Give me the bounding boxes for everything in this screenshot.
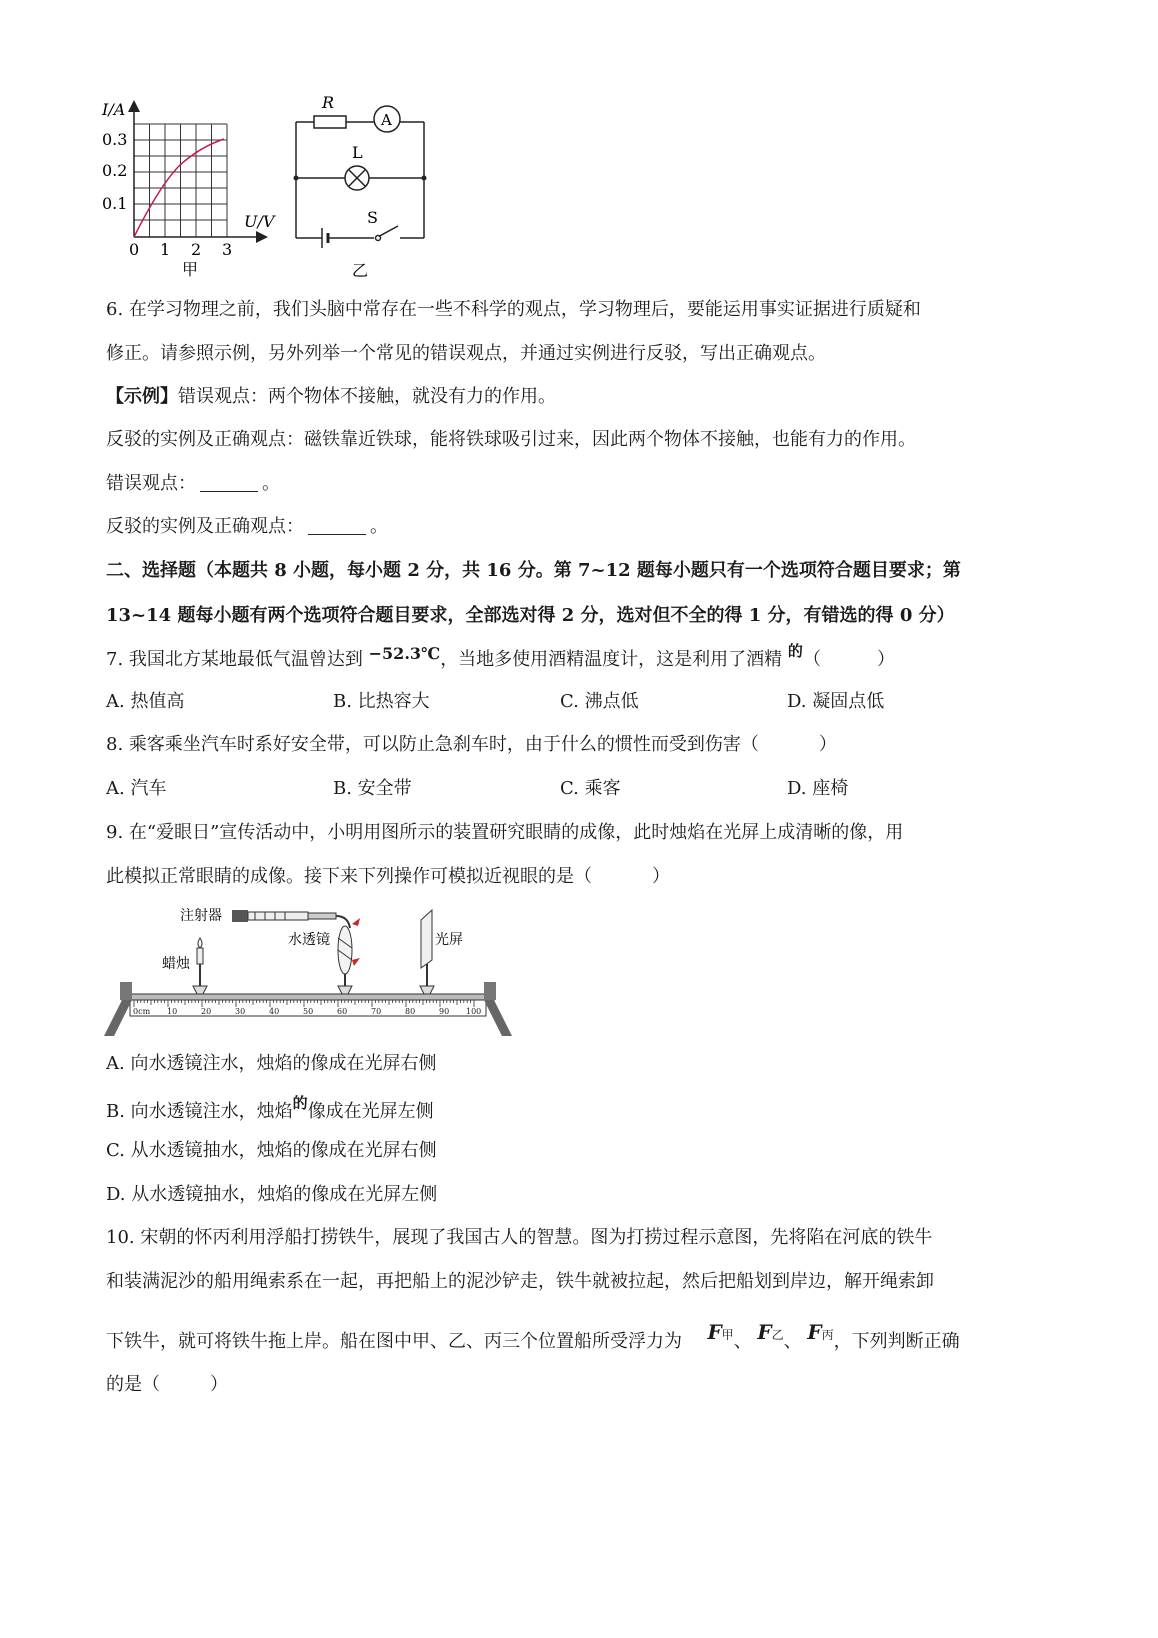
q10-line1: 10. 宋朝的怀丙利用浮船打捞铁牛，展现了我国古人的智慧。图为打捞过程示意图，先将陷在河底的铁牛 bbox=[106, 1227, 933, 1248]
q7-stem-b: ，当地多使用酒精温度计，这是利用了酒精 bbox=[440, 649, 783, 670]
q10-f2-sub: 乙 bbox=[771, 1328, 784, 1342]
water-lens-label: 水透镜 bbox=[288, 932, 330, 948]
q7-de: 的 bbox=[787, 642, 803, 660]
q7-temp: −52.3℃ bbox=[368, 644, 441, 663]
graph-jia bbox=[100, 95, 285, 285]
q7-option-a[interactable]: A. 热值高 bbox=[106, 691, 185, 712]
q9-option-b[interactable] bbox=[106, 1094, 434, 1125]
q10-line2: 和装满泥沙的船用绳索系在一起，再把船上的泥沙铲走，铁牛就被拉起，然后把船划到岸边，解开绳索卸 bbox=[106, 1271, 934, 1292]
q6-wrong-label: 错误观点： bbox=[106, 473, 196, 494]
y-tick-03: 0.3 bbox=[102, 130, 128, 149]
q8-stem bbox=[106, 732, 837, 758]
q10-f3: F bbox=[807, 1320, 822, 1344]
q8-option-b[interactable]: B. 安全带 bbox=[333, 778, 412, 799]
q8-option-a[interactable]: A. 汽车 bbox=[106, 778, 167, 799]
scale-tick-0: 0cm bbox=[133, 1007, 151, 1016]
q7-option-d[interactable]: D. 凝固点低 bbox=[787, 691, 885, 712]
circuit-yi bbox=[290, 90, 440, 285]
section2-line2: 13~14 题每小题有两个选项符合题目要求，全部选对得 2 分，选对但不全的得 1 分，有错选的得 0 分） bbox=[106, 605, 955, 626]
y-tick-01: 0.1 bbox=[102, 194, 128, 213]
q7-option-c[interactable]: C. 沸点低 bbox=[560, 691, 639, 712]
q8-stem-text: 8. 乘客乘坐汽车时系好安全带，可以防止急刹车时，由于什么的惯性而受到伤害（ bbox=[106, 734, 759, 755]
scale-tick-70: 70 bbox=[371, 1007, 382, 1016]
q6-rebut bbox=[106, 514, 388, 540]
q10-line4-text: 的是（ bbox=[106, 1374, 160, 1395]
q8-option-d[interactable]: D. 座椅 bbox=[787, 778, 849, 799]
q6-wrong-blank[interactable] bbox=[200, 473, 258, 492]
q6-example-text: 错误观点：两个物体不接触，就没有力的作用。 bbox=[178, 386, 556, 407]
q10-f1: F bbox=[707, 1320, 722, 1344]
scale-tick-60: 60 bbox=[337, 1007, 348, 1016]
q7-option-b[interactable]: B. 比热容大 bbox=[333, 691, 430, 712]
optical-bench-figure bbox=[100, 898, 520, 1043]
q8-option-c[interactable]: C. 乘客 bbox=[560, 778, 621, 799]
syringe bbox=[232, 910, 360, 928]
q6-rebut-label: 反驳的实例及正确观点： bbox=[106, 516, 304, 537]
q7-paren-close: ） bbox=[876, 649, 895, 670]
q10-paren-close: ） bbox=[210, 1374, 228, 1395]
q9-line2-text: 此模拟正常眼睛的成像。接下来下列操作可模拟近视眼的是（ bbox=[106, 866, 592, 887]
scale-tick-80: 80 bbox=[405, 1007, 416, 1016]
section2-line1: 二、选择题（本题共 8 小题，每小题 2 分，共 16 分。第 7~12 题每小题只有一个选项符合题目要求；第 bbox=[106, 560, 961, 581]
q9-line1: 9. 在“爱眼日”宣传活动中，小明用图所示的装置研究眼睛的成像，此时烛焰在光屏上成清晰的像，用 bbox=[106, 822, 904, 843]
q9-option-b-b: 像成在光屏左侧 bbox=[307, 1101, 434, 1122]
scale-tick-10: 10 bbox=[167, 1007, 178, 1016]
q10-f3-sub: 丙 bbox=[821, 1328, 834, 1342]
scale-tick-100: 100 bbox=[466, 1007, 482, 1016]
q6-example-line2: 反驳的实例及正确观点：磁铁靠近铁球，能将铁球吸引过来，因此两个物体不接触，也能有力的作用。 bbox=[106, 429, 916, 450]
q6-example bbox=[106, 384, 556, 410]
graph-grid bbox=[134, 124, 227, 237]
scale-tick-90: 90 bbox=[439, 1007, 450, 1016]
q10-line4 bbox=[106, 1372, 228, 1398]
screen-label: 光屏 bbox=[435, 932, 463, 948]
q10-line3-b: ，下列判断正确 bbox=[833, 1331, 960, 1352]
q10-line3-a: 下铁牛，就可将铁牛拖上岸。船在图中甲、乙、丙三个位置船所受浮力为 bbox=[106, 1331, 682, 1352]
q6-line2: 修正。请参照示例，另外列举一个常见的错误观点，并通过实例进行反驳，写出正确观点。 bbox=[106, 343, 826, 364]
q6-example-tag: 【示例】 bbox=[106, 386, 178, 407]
resistor-r bbox=[314, 116, 346, 128]
light-screen bbox=[420, 910, 434, 994]
q9-option-b-a: B. 向水透镜注水，烛焰 bbox=[106, 1101, 293, 1122]
ammeter-label: A bbox=[381, 111, 392, 129]
x-axis-label: U/V bbox=[244, 212, 275, 231]
q10-f2: F bbox=[757, 1320, 772, 1344]
q6-rebut-end: 。 bbox=[370, 516, 388, 537]
q6-wrong bbox=[106, 471, 280, 497]
candle-label: 蜡烛 bbox=[162, 956, 190, 972]
q7-stem bbox=[106, 642, 895, 673]
q7-stem-a: 7. 我国北方某地最低气温曾达到 bbox=[106, 649, 363, 670]
q10-sep1: 、 bbox=[733, 1331, 752, 1352]
scale-tick-50: 50 bbox=[303, 1007, 314, 1016]
x-tick-2: 2 bbox=[191, 240, 202, 259]
q10-line3 bbox=[106, 1320, 960, 1356]
syringe-label: 注射器 bbox=[180, 908, 222, 924]
scale-tick-20: 20 bbox=[201, 1007, 212, 1016]
lamp-label: L bbox=[352, 143, 363, 162]
q6-rebut-blank[interactable] bbox=[308, 516, 366, 535]
q9-option-d[interactable]: D. 从水透镜抽水，烛焰的像成在光屏左侧 bbox=[106, 1184, 438, 1205]
x-tick-3: 3 bbox=[222, 240, 233, 259]
scale-tick-30: 30 bbox=[235, 1007, 246, 1016]
scale-tick-40: 40 bbox=[269, 1007, 280, 1016]
y-tick-02: 0.2 bbox=[102, 161, 128, 180]
resistor-label: R bbox=[322, 93, 335, 112]
q6-wrong-end: 。 bbox=[262, 473, 280, 494]
q10-f1-sub: 甲 bbox=[721, 1328, 734, 1342]
x-tick-1: 1 bbox=[160, 240, 171, 259]
q7-paren-open: （ bbox=[802, 649, 821, 670]
x-tick-0: 0 bbox=[129, 240, 140, 259]
q9-line2 bbox=[106, 864, 670, 890]
switch-label: S bbox=[367, 208, 378, 227]
candle bbox=[193, 938, 207, 994]
q9-option-b-de: 的 bbox=[292, 1094, 308, 1112]
water-lens bbox=[338, 926, 360, 994]
caption-yi: 乙 bbox=[352, 261, 369, 280]
q9-option-a[interactable]: A. 向水透镜注水，烛焰的像成在光屏右侧 bbox=[106, 1053, 437, 1074]
q10-sep2: 、 bbox=[783, 1331, 802, 1352]
y-axis-label: I/A bbox=[102, 100, 126, 119]
q9-paren-close: ） bbox=[652, 866, 670, 887]
q8-paren-close: ） bbox=[818, 734, 837, 755]
q9-option-c[interactable]: C. 从水透镜抽水，烛焰的像成在光屏右侧 bbox=[106, 1140, 437, 1161]
q6-line1: 6. 在学习物理之前，我们头脑中常存在一些不科学的观点，学习物理后，要能运用事实证据进行质疑和 bbox=[106, 299, 921, 320]
caption-jia: 甲 bbox=[182, 260, 199, 279]
